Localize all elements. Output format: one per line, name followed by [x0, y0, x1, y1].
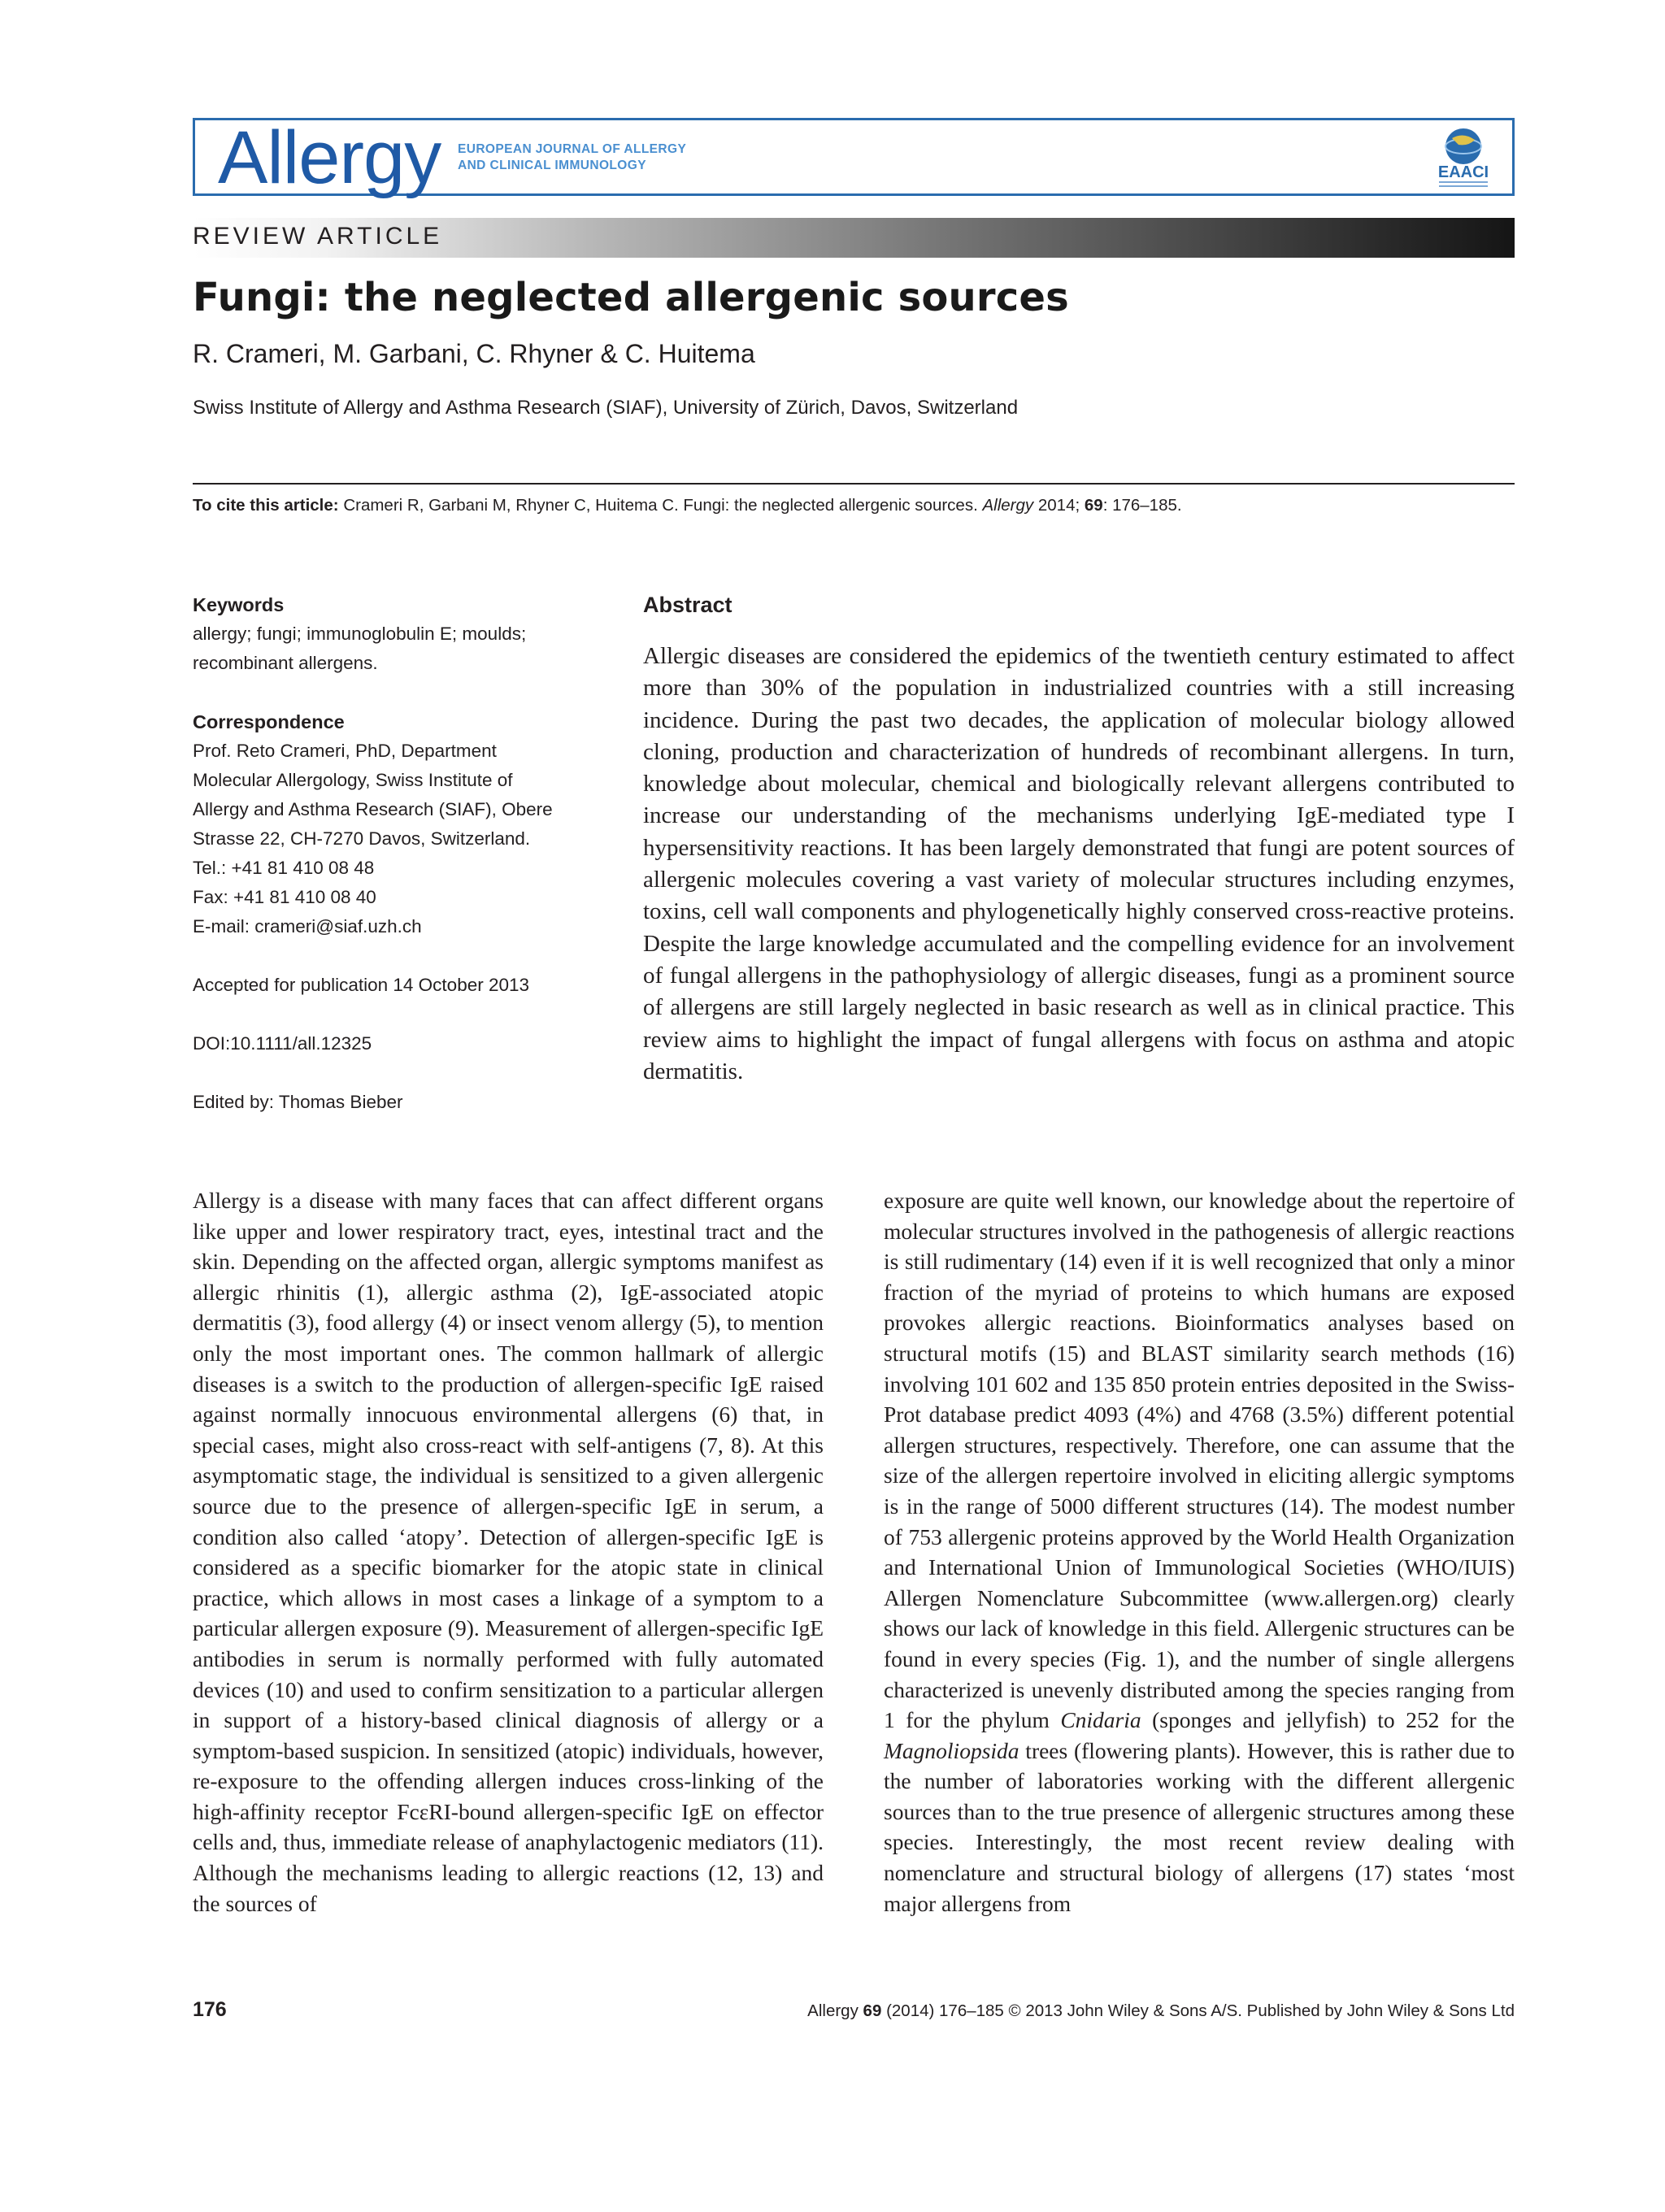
accepted-block: [193, 971, 599, 1000]
keywords-line: recombinant allergens.: [193, 653, 378, 673]
body-column-left: Allergy is a disease with many faces that can affect different organs like upper and lower respiratory tract, eyes, intestinal tract and the skin. Depending on the affected organ, allergic symptoms manifest as allergic rhinitis (1), allergic asthma (2), IgE-associated atopic dermatitis (3), food allergy (4) or insect venom allergy (5), to mention only the most important ones. The common hallmark of allergic diseases is a switch to the production of allergen-specific IgE raised against normally innocuous environmental allergens (6) that, in special cases, might also cross-react with self-antigens (7, 8). At this asymptomatic stage, the individual is sensitized to a given allergenic source due to the presence of allergen-specific IgE in serum, a condition also called ‘atopy’. Detection of allergen-specific IgE is considered as a specific biomarker for the atopic state in clinical practice, which allows in most cases a linkage of a symptom to a particular allergen exposure (9). Measurement of allergen-specific IgE antibodies in serum is normally performed with fully automated devices (10) and used to confirm sensitization to a particular allergen in support of a history-based clinical diagnosis of allergy or a symptom-based suspicion. In sensitized (atopic) individuals, however, re-exposure to the offending allergen induces cross-linking of the high-affinity receptor FcεRI-bound allergen-specific IgE on effector cells and, thus, immediate release of anaphylactogenic mediators (11). Although the mechanisms leading to allergic reactions (12, 13) and the sources of: [193, 1188, 824, 1916]
journal-subtitle-line1: EUROPEAN JOURNAL OF ALLERGY: [458, 142, 687, 156]
doi: DOI:10.1111/all.12325: [193, 1033, 372, 1054]
citation-pages: : 176–185.: [1102, 496, 1182, 515]
correspondence-block: [193, 707, 599, 941]
abstract-heading: Abstract: [643, 593, 733, 617]
body-text: exposure are quite well known, our knowledge about the repertoire of molecular structures involved in the pathogenesis of allergic reactions is still rudimentary (14) even if it is well recognized that only a minor fraction of the myriad of proteins to which humans are exposed provokes allergic reactions. Bioinformatics analyses based on structural motifs (15) and BLAST similarity search methods (16) involving 101 602 and 135 850 protein entries deposited in the Swiss-Prot database predict 4093 (4%) and 4768 (3.5%) different potential allergen structures, respectively. Therefore, one can assume that the size of the allergen repertoire involved in eliciting allergic symptoms is in the range of 5000 different structures (14). The modest number of 753 allergenic proteins approved by the World Health Organization and International Union of Immunological Societies (WHO/IUIS) Allergen Nomenclature Subcommittee (www.allergen.org) clearly shows our lack of knowledge in this field. Allergenic structures can be found in every species (Fig. 1), and the number of single allergens characterized is unevenly distributed among the species ranging from 1 for the phylum: [884, 1188, 1515, 1733]
body-text: (sponges and jellyfish) to 252 for the: [1141, 1707, 1515, 1733]
body-column-right: [884, 1185, 1515, 1919]
journal-logo: Allergy: [218, 116, 441, 199]
keywords-block: [193, 590, 599, 678]
article-title: Fungi: the neglected allergenic sources: [193, 275, 1069, 320]
body-text: trees (flowering plants). However, this is rather due to the number of laboratories working with the different allergenic sources than to the true presence of allergenic structures among these species. Interestingly, the most recent review dealing with nomenclature and structural biology of allergens (17) states ‘most major allergens from: [884, 1737, 1515, 1916]
section-label: REVIEW ARTICLE: [193, 223, 443, 250]
editor-block: [193, 1088, 599, 1117]
section-bar: [193, 218, 1515, 258]
footer-volume: 69: [863, 2001, 882, 2020]
page-number: 176: [193, 1998, 227, 2021]
correspondence-line: Tel.: +41 81 410 08 48: [193, 858, 375, 878]
keywords-heading: Keywords: [193, 594, 285, 615]
correspondence-line: Prof. Reto Crameri, PhD, Department: [193, 741, 497, 761]
eaaci-logo-text: EAACI: [1437, 163, 1489, 181]
authors: R. Crameri, M. Garbani, C. Rhyner & C. Huitema: [193, 339, 755, 368]
accepted-date: Accepted for publication 14 October 2013: [193, 975, 530, 995]
abstract-text: Allergic diseases are considered the epidemics of the twentieth century estimated to affect more than 30% of the population in industrialized countries with a still increasing incidence. During the past two decades, the application of molecular biology allowed cloning, production and characterization of hundreds of recombinant allergens. In turn, knowledge about molecular, chemical and biologically relevant allergens contributed to increase our understanding of the mechanisms underlying IgE-mediated type I hypersensitivity reactions. It has been largely demonstrated that fungi are potent sources of allergenic molecules covering a vast variety of molecular structures including enzymes, toxins, cell wall components and phylogenetically highly conserved cross-reactive proteins. Despite the large knowledge accumulated and the compelling evidence for an involvement of fungal allergens in the pathophysiology of allergic diseases, fungi as a prominent source of allergens are still largely neglected in basic research as well as in clinical practice. This review aims to highlight the impact of fungal allergens with focus on asthma and atopic dermatitis.: [643, 643, 1515, 1084]
citation-text: Crameri R, Garbani M, Rhyner C, Huitema C. Fungi: the neglected allergenic sources.: [343, 496, 978, 515]
abstract: [643, 590, 1515, 1088]
journal-subtitle-line2: AND CLINICAL IMMUNOLOGY: [458, 159, 646, 172]
correspondence-line: Molecular Allergology, Swiss Institute of: [193, 770, 513, 790]
divider: [193, 483, 1515, 485]
taxon-name: Cnidaria: [1060, 1707, 1141, 1733]
footer-journal: Allergy: [807, 2001, 859, 2020]
correspondence-line: Fax: +41 81 410 08 40: [193, 887, 376, 907]
journal-header: [193, 116, 1515, 199]
affiliation: Swiss Institute of Allergy and Asthma Research (SIAF), University of Zürich, Davos, Switzerland: [193, 397, 1019, 419]
journal-subtitle: [458, 141, 686, 174]
taxon-name: Magnoliopsida: [884, 1737, 1019, 1763]
correspondence-line: Allergy and Asthma Research (SIAF), Obere: [193, 799, 553, 819]
footer-citation: [807, 2001, 1515, 2021]
edited-by: Edited by: Thomas Bieber: [193, 1092, 403, 1112]
keywords-line: allergy; fungi; immunoglobulin E; moulds;: [193, 624, 527, 644]
eaaci-logo-icon: [1428, 122, 1499, 192]
correspondence-line: Strasse 22, CH-7270 Davos, Switzerland.: [193, 828, 531, 849]
citation: [193, 496, 1182, 515]
doi-block: [193, 1029, 599, 1058]
citation-year: 2014;: [1037, 496, 1080, 515]
footer-rest: (2014) 176–185 © 2013 John Wiley & Sons A/S. Published by John Wiley & Sons Ltd: [886, 2001, 1515, 2020]
correspondence-heading: Correspondence: [193, 711, 345, 732]
article-sidebar: [193, 590, 599, 1146]
citation-label: To cite this article:: [193, 496, 339, 515]
citation-journal: Allergy: [982, 496, 1034, 515]
citation-volume: 69: [1084, 496, 1103, 515]
correspondence-email: E-mail: crameri@siaf.uzh.ch: [193, 916, 422, 937]
